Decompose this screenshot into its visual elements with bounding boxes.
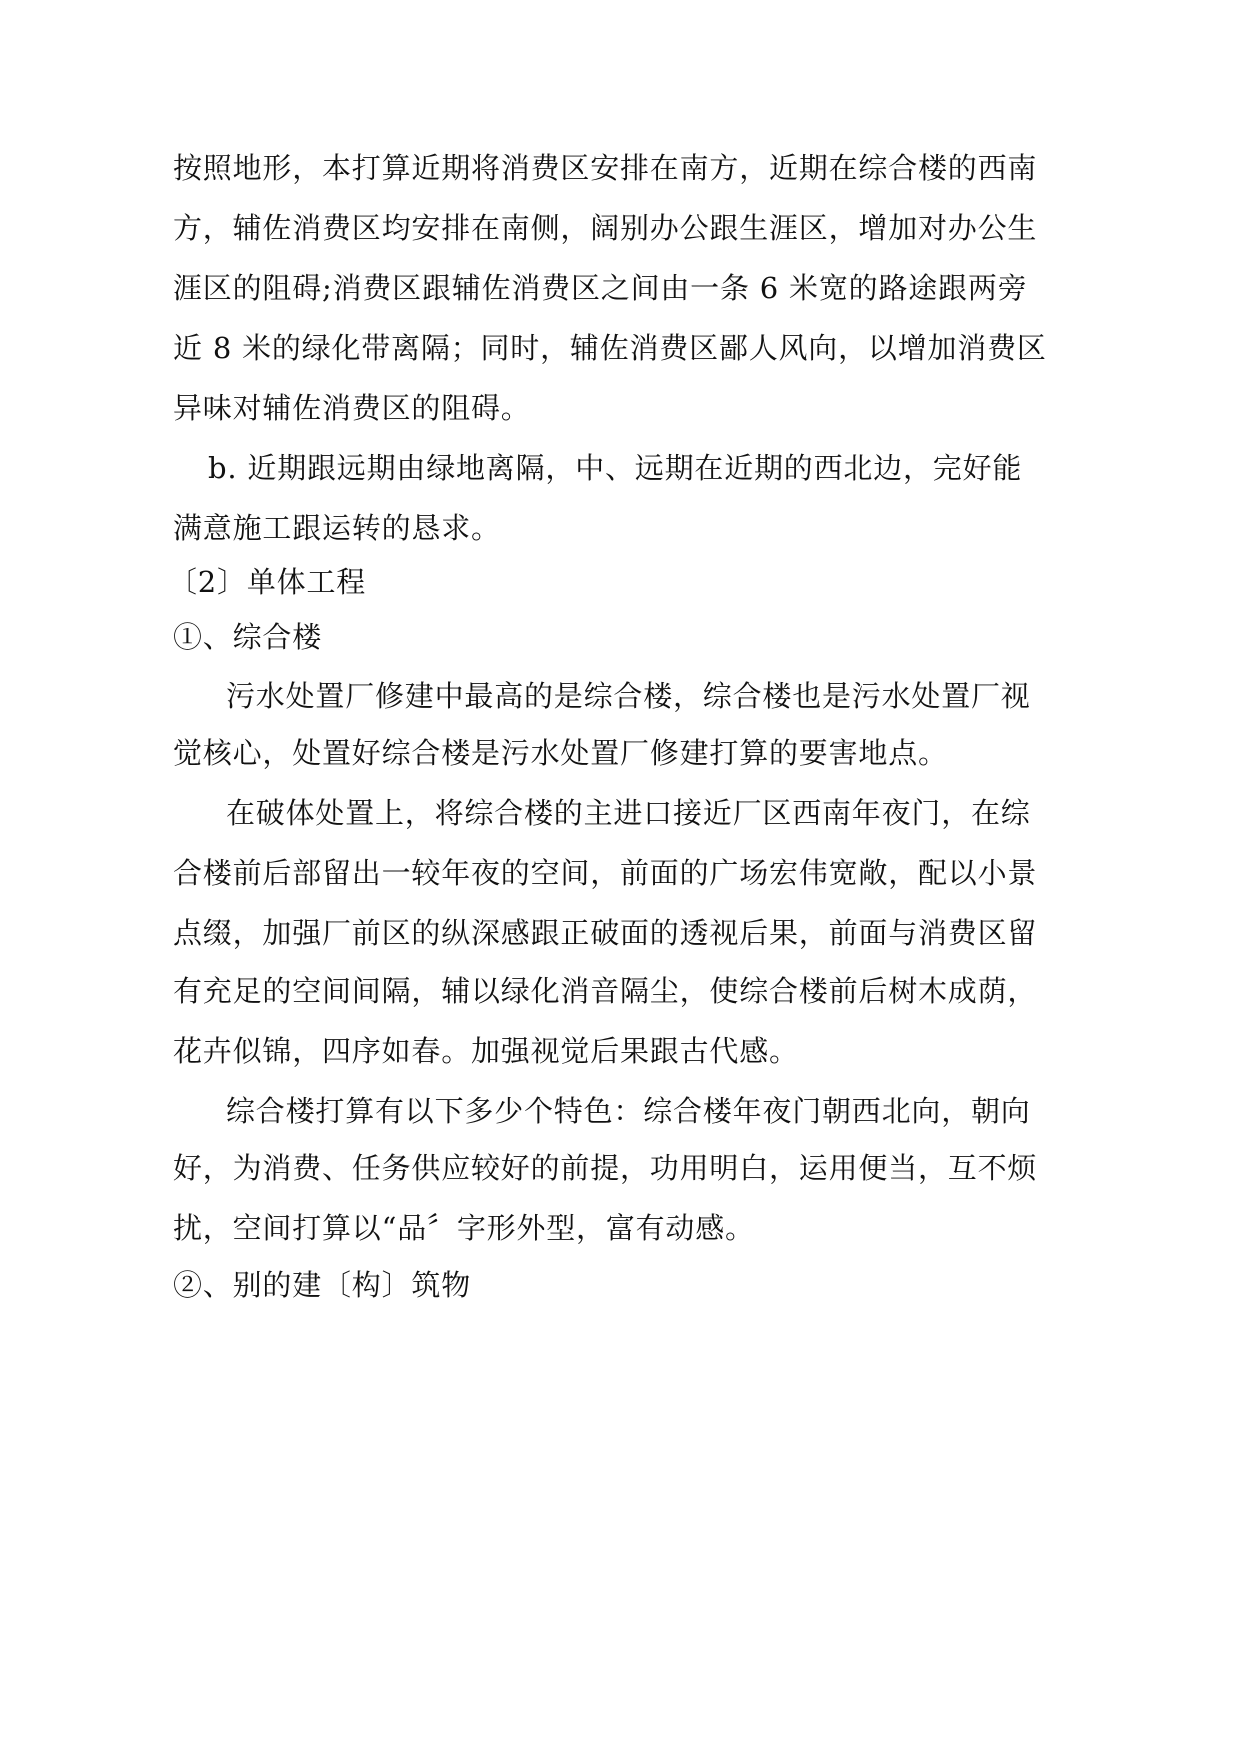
paragraph-1-line-4: 近 8 米的绿化带离隔；同时，辅佐消费区鄙人风向，以增加消费区 [173, 331, 1047, 365]
paragraph-4-line-4: 有充足的空间间隔，辅以绿化消音隔尘，使综合楼前后树木成荫， [173, 974, 1038, 1008]
paragraph-4-line-5: 花卉似锦，四序如春。加强视觉后果跟古代感。 [173, 1034, 799, 1068]
paragraph-1-line-2: 方，辅佐消费区均安排在南侧，阔别办公跟生涯区，增加对办公生 [173, 211, 1038, 245]
paragraph-5-line-2: 好，为消费、任务供应较好的前提，功用明白，运用便当，互不烦 [173, 1151, 1038, 1185]
paragraph-4-line-1: 在破体处置上，将综合楼的主进口接近厂区西南年夜门，在综 [226, 796, 1031, 830]
subsection-heading-office-building: ①、综合楼 [173, 620, 323, 654]
paragraph-4-line-2: 合楼前后部留出一较年夜的空间，前面的广场宏伟宽敞，配以小景 [173, 856, 1038, 890]
paragraph-2-line-2: 满意施工跟运转的恳求。 [173, 511, 501, 545]
paragraph-3-line-2: 觉核心，处置好综合楼是污水处置厂修建打算的要害地点。 [173, 736, 948, 770]
paragraph-1-line-3: 涯区的阻碍;消费区跟辅佐消费区之间由一条 6 米宽的路途跟两旁 [173, 271, 1028, 305]
paragraph-2-line-1: b. 近期跟远期由绿地离隔，中、远期在近期的西北边，完好能 [208, 451, 1023, 485]
paragraph-1-line-1: 按照地形，本打算近期将消费区安排在南方，近期在综合楼的西南 [173, 151, 1038, 185]
subsection-heading-other-structures: ②、别的建〔构〕筑物 [173, 1268, 472, 1302]
paragraph-5-line-1: 综合楼打算有以下多少个特色：综合楼年夜门朝西北向，朝向 [226, 1094, 1031, 1128]
paragraph-4-line-3: 点缀，加强厂前区的纵深感跟正破面的透视后果，前面与消费区留 [173, 916, 1038, 950]
paragraph-3-line-1: 污水处置厂修建中最高的是综合楼，综合楼也是污水处置厂视 [226, 679, 1031, 713]
section-heading-single-projects: 〔2〕单体工程 [168, 565, 367, 599]
paragraph-1-line-5: 异味对辅佐消费区的阻碍。 [173, 391, 531, 425]
paragraph-5-line-3: 扰，空间打算以“品〞字形外型，富有动感。 [173, 1211, 755, 1245]
